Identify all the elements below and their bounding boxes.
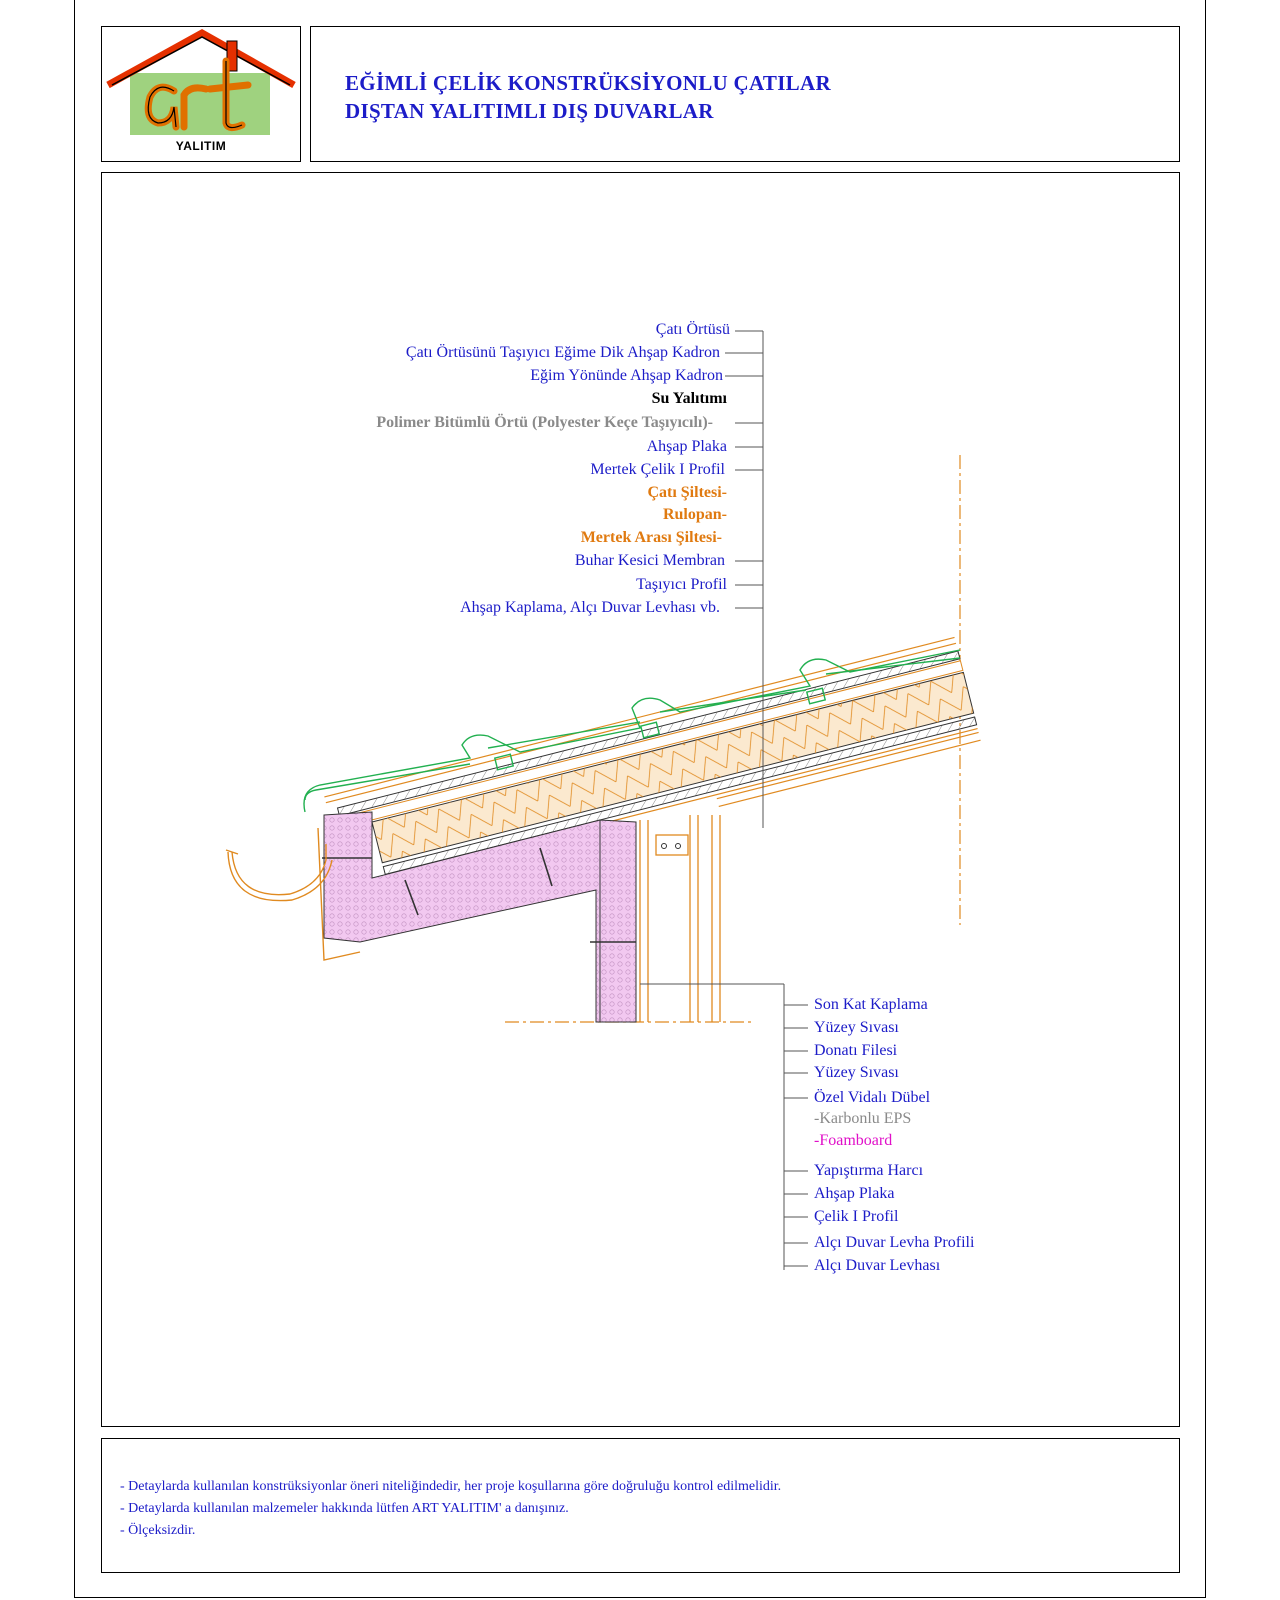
label-roof-covering: Çatı Örtüsü: [655, 321, 730, 338]
label-adhesive-mortar: Yapıştırma Harcı: [814, 1162, 924, 1179]
label-reinforcement-mesh: Donatı Filesi: [814, 1042, 898, 1059]
label-steel-i-profile: Çelik I Profil: [814, 1208, 899, 1225]
label-drywall-board: Alçı Duvar Levhası: [814, 1257, 941, 1274]
title-line-2: DIŞTAN YALITIMLI DIŞ DUVARLAR: [345, 99, 714, 123]
notes-block: [101, 1438, 1180, 1573]
label-surface-plaster-1: Yüzey Sıvası: [814, 1019, 899, 1036]
label-final-finish: Son Kat Kaplama: [814, 996, 928, 1013]
label-surface-plaster-2: Yüzey Sıvası: [814, 1064, 899, 1081]
label-carbon-eps: -Karbonlu EPS: [814, 1110, 912, 1127]
logo-wordmark: YALITIM: [175, 139, 227, 153]
note-3: - Ölçeksizdir.: [120, 1523, 196, 1538]
label-rulopan: Rulopan-: [662, 506, 727, 523]
label-batten: Eğim Yönünde Ahşap Kadron: [530, 367, 723, 384]
note-2: - Detaylarda kullanılan malzemeler hakkında lütfen ART YALITIM' a danışınız.: [120, 1501, 569, 1516]
label-special-anchor: Özel Vidalı Dübel: [814, 1089, 931, 1106]
label-counter-batten: Çatı Örtüsünü Taşıyıcı Eğime Dik Ahşap Kadron: [405, 344, 720, 361]
label-wood-board: Ahşap Plaka: [646, 438, 727, 455]
title-line-1: EĞİMLİ ÇELİK KONSTRÜKSİYONLU ÇATILAR: [345, 71, 831, 95]
label-ceiling-cladding: Ahşap Kaplama, Alçı Duvar Levhası vb.: [460, 599, 720, 616]
bolt-icon: [662, 844, 667, 849]
label-rafter-steel-profile: Mertek Çelik I Profil: [590, 461, 725, 478]
wall-leader-lines: [640, 984, 808, 1270]
label-bitumen-membrane: Polimer Bitümlü Örtü (Polyester Keçe Taşıyıcılı)-: [376, 414, 713, 431]
label-wall-wood-board: Ahşap Plaka: [814, 1185, 895, 1202]
bolt-icon: [676, 844, 681, 849]
label-drywall-profile: Alçı Duvar Levha Profili: [814, 1234, 975, 1251]
label-waterproofing: Su Yalıtımı: [651, 390, 727, 407]
note-1: - Detaylarda kullanılan konstrüksiyonlar öneri niteliğindedir, her proje koşullarına göre doğruluğu kontrol edilmelidir.: [120, 1479, 782, 1494]
label-vapour-barrier: Buhar Kesici Membran: [574, 552, 725, 569]
label-support-profile: Taşıyıcı Profil: [636, 576, 727, 593]
roof-insulation-layer: [324, 637, 980, 899]
label-inter-rafter-mat: Mertek Arası Şiltesi-: [580, 529, 722, 546]
label-foamboard: -Foamboard: [814, 1132, 893, 1149]
label-roof-mat: Çatı Şiltesi-: [647, 484, 727, 501]
